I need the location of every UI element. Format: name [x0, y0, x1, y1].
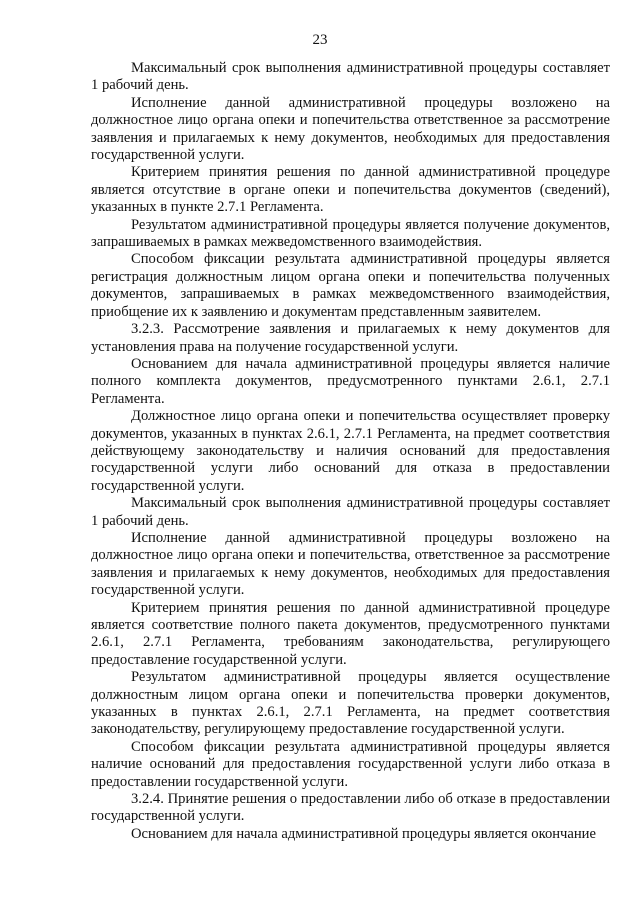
page-content [91, 60, 610, 843]
section-heading-3-2-4: 3.2.4. Принятие решения о предоставлении либо об отказе в предоставлении государственной услуги. [91, 791, 610, 825]
paragraph-result-1: Результатом административной процедуры является получение документов, запрашиваемых в рамках межведомственного взаимодействия. [91, 216, 610, 251]
paragraph-basis-3: Основанием для начала административной процедуры является окончание [131, 825, 596, 842]
section-heading-3-2-3: 3.2.3. Рассмотрение заявления и прилагаемых к нему документов для установления права на получение государственной услуги. [91, 321, 610, 355]
paragraph-fixation-method-1: Способом фиксации результата административной процедуры является регистрация должностным лицом органа опеки и попечительства полученных документов, запрашиваемых в рамках межведомственного взаимодействия, приобщение их к заявлению и документам представленным заявителем. [91, 251, 610, 320]
paragraph-decision-criterion-2: Критерием принятия решения по данной административной процедуре является соответствие полного пакета документов, предусмотренного пунктами 2.6.1, 2.7.1 Регламента, требованиям законодательства, регулирующего предоставление государственной услуги. [91, 599, 610, 668]
paragraph-basis-2: Основанием для начала административной процедуры является наличие полного комплекта документов, предусмотренного пунктами 2.6.1, 2.7.1 Регламента. [91, 355, 610, 407]
page-number: 23 [312, 32, 328, 48]
paragraph-responsible-official-2: Исполнение данной административной процедуры возложено на должностное лицо органа опеки и попечительства, ответственное за рассмотрение заявления и прилагаемых к нему документов, необходимых для предоставления государственной услуги. [91, 529, 610, 599]
paragraph-result-2: Результатом административной процедуры является осуществление должностным лицом органа опеки и попечительства проверки документов, указанных в пунктах 2.6.1, 2.7.1 Регламента, на предмет соответствия законодательству, регулирующему предоставление государственной услуги. [91, 669, 610, 738]
paragraph-document-check: Должностное лицо органа опеки и попечительства осуществляет проверку документов, указанных в пунктах 2.6.1, 2.7.1 Регламента, на предмет соответствия действующему законодательству и наличия оснований для предоставления государственной услуги либо оснований для отказа в предоставлении государственной услуги. [91, 408, 610, 494]
paragraph-max-time-1: Максимальный срок выполнения административной процедуры составляет 1 рабочий день. [91, 60, 610, 94]
paragraph-max-time-2: Максимальный срок выполнения административной процедуры составляет 1 рабочий день. [91, 495, 610, 529]
paragraph-decision-criterion-1: Критерием принятия решения по данной административной процедуре является отсутствие в органе опеки и попечительства документов (сведений), указанных в пункте 2.7.1 Регламента. [91, 164, 610, 216]
paragraph-fixation-method-2: Способом фиксации результата административной процедуры является наличие оснований для предоставления государственной услуги либо отказа в предоставлении государственной услуги. [91, 738, 610, 790]
paragraph-responsible-official-1: Исполнение данной административной процедуры возложено на должностное лицо органа опеки и попечительства ответственное за рассмотрение заявления и прилагаемых к нему документов, необходимых для предоставления государственной услуги. [91, 94, 610, 164]
